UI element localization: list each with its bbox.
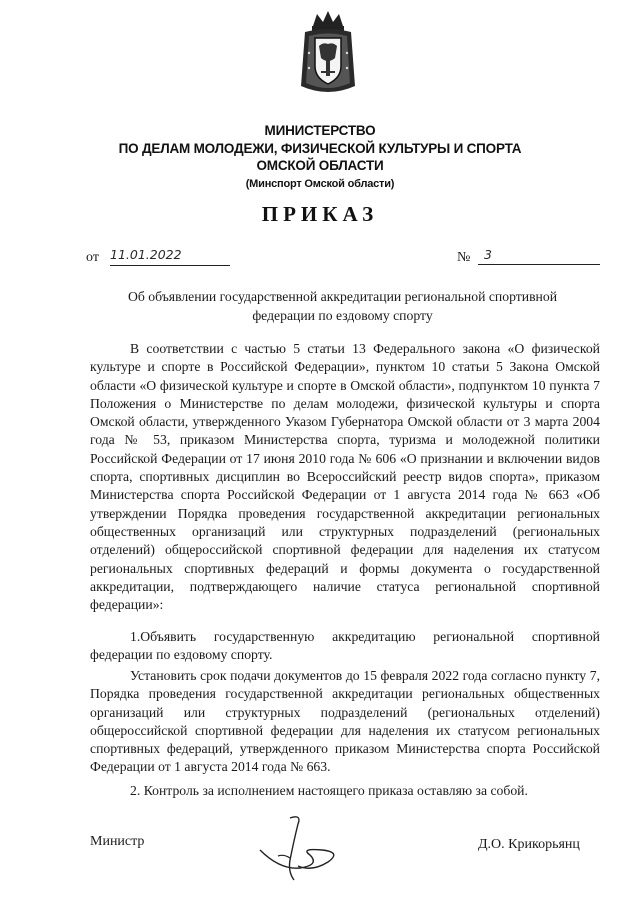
- item-2-paragraph: 2. Контроль за исполнением настоящего приказа оставляю за собой.: [130, 783, 528, 798]
- order-title: ПРИКАЗ: [261, 202, 379, 226]
- item-1-sub-paragraph: Установить срок подачи документов до 15 февраля 2022 года согласно пункту 7, Порядка проведения государственной аккредитации региональных общественных организаций или структурных подразделений (региональных отделений) общероссийской спортивной федерации для наделения их статусом региональных спортивных федераций, утвержденного приказом Министерства спорта Российской Федерации от 1 августа 2014 года № 663.: [90, 668, 600, 775]
- ministry-header-line1: МИНИСТЕРСТВО: [264, 123, 376, 138]
- coat-of-arms-icon: [297, 8, 359, 100]
- order-date: 11.01.2022: [110, 247, 230, 266]
- ministry-header-line2: ПО ДЕЛАМ МОЛОДЕЖИ, ФИЗИЧЕСКОЙ КУЛЬТУРЫ И СПОРТА: [118, 141, 522, 156]
- ministry-header-short: (Минспорт Омской области): [245, 178, 395, 190]
- handwritten-signature: [250, 810, 350, 890]
- item-1-paragraph: 1.Объявить государственную аккредитацию региональной спортивной федерации по ездовому спорту.: [90, 629, 600, 663]
- signatory-position: Министр: [90, 834, 145, 849]
- order-number: 3: [478, 247, 600, 265]
- date-label: от: [86, 250, 99, 265]
- number-label: №: [457, 250, 471, 265]
- preamble-paragraph: В соответствии с частью 5 статьи 13 Федерального закона «О физической культуре и спорте в Российской Федерации», пунктом 10 статьи 5 Закона Омской области «О физической культуре и спорте в Омской области», подпунктом 10 пункта 7 Положения о Министерстве по делам молодежи, физической культуры и спорта Омской области, утвержденного Указом Губернатора Омской области от 3 марта 2004 года № 53, приказом Министерства спорта, туризма и молодежной политики Российской Федерации от 17 июня 2010 года № 606 «О признании и включении видов спорта, спортивных дисциплин во Всероссийский реестр видов спорта», приказом Министерства спорта Российской Федерации от 1 августа 2014 года № 663 «Об утверждении Порядка проведения государственной аккредитации региональных общественных организаций или структурных подразделений (региональных отделений) общероссийской спортивной федерации для наделения их статусом региональных спортивных федераций и формы документа о государственной аккредитации, подтверждающего наличие статуса региональной спортивной федерации»:: [90, 341, 600, 613]
- signatory-name: Д.О. Крикорьянц: [478, 837, 580, 852]
- order-subject: Об объявлении государственной аккредитации региональной спортивной федерации по ездовому спорту: [127, 289, 558, 323]
- ministry-header-line3: ОМСКОЙ ОБЛАСТИ: [256, 158, 384, 173]
